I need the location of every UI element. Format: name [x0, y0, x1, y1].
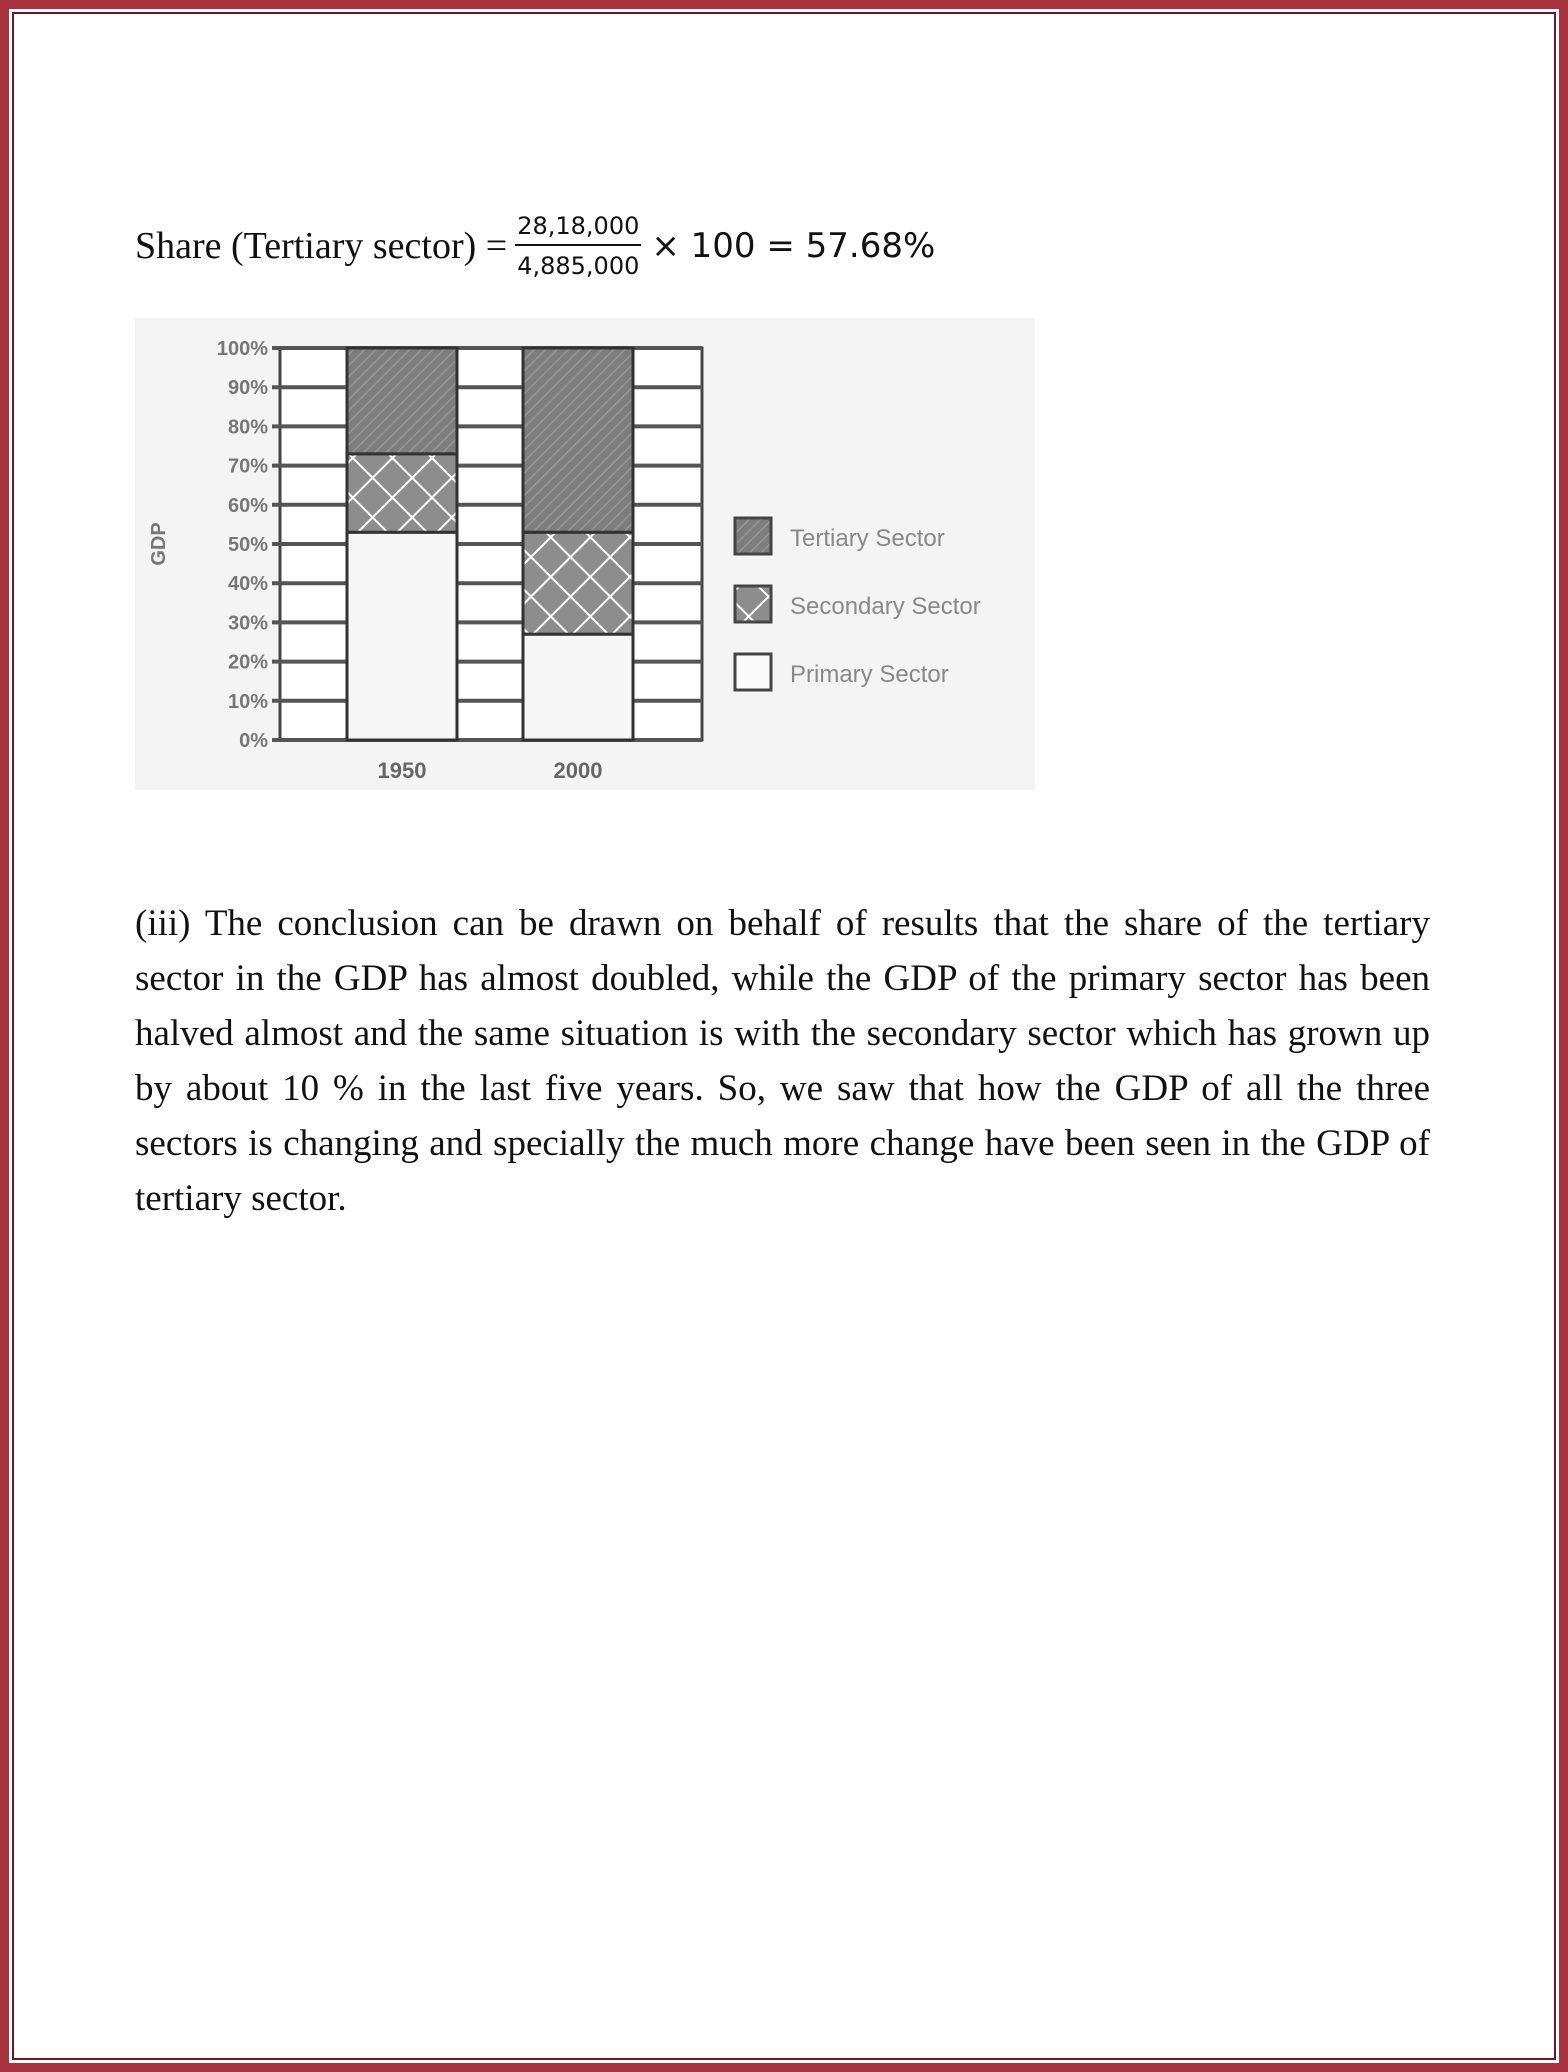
conclusion-paragraph: (iii) The conclusion can be drawn on behalf of results that the share of the tertiary sector in the GDP has almost doubled, while the GDP of the primary sector has been halved almost and the same situation is with the secondary sector which has grown up by about 10 % in the last five years. So, we saw that how the GDP of all the three sectors is changing and specially the much more change have been seen in the GDP of tertiary sector. — [135, 903, 1430, 1219]
gdp-sector-chart — [135, 318, 1035, 790]
legend-swatch — [735, 518, 771, 554]
chart-svg — [135, 318, 1035, 790]
x-tick-label: 2000 — [553, 758, 603, 783]
bar-segment-secondary-sector — [347, 454, 457, 532]
y-tick-label: 100% — [216, 338, 268, 360]
tertiary-share-formula — [135, 212, 935, 280]
y-tick-label: 90% — [227, 377, 268, 400]
legend-swatch — [735, 586, 771, 622]
legend-label: Tertiary Sector — [790, 525, 945, 552]
legend-swatch — [735, 654, 771, 690]
legend-label: Secondary Sector — [790, 593, 981, 620]
y-tick-label: 20% — [227, 651, 268, 674]
y-tick-label: 60% — [227, 494, 268, 517]
y-tick-label: 0% — [239, 730, 268, 752]
bar-segment-tertiary-sector — [523, 348, 633, 532]
fraction — [515, 212, 641, 280]
y-tick-label: 70% — [227, 455, 268, 478]
y-tick-label: 10% — [227, 690, 268, 713]
bar-segment-tertiary-sector — [347, 348, 457, 454]
y-axis-label: GDP — [148, 522, 170, 566]
y-tick-label: 30% — [227, 612, 268, 635]
x-tick-label: 1950 — [377, 758, 427, 783]
bar-segment-secondary-sector — [523, 532, 633, 634]
y-tick-label: 50% — [227, 534, 268, 556]
bar-segment-primary-sector — [347, 532, 457, 740]
bar-segment-primary-sector — [523, 634, 633, 740]
formula-result: × 100 = 57.68% — [651, 226, 936, 266]
y-tick-label: 80% — [227, 416, 268, 439]
legend-label: Primary Sector — [790, 661, 949, 688]
y-tick-label: 40% — [227, 573, 268, 596]
fraction-numerator: 28,18,000 — [515, 212, 641, 246]
formula-label: Share (Tertiary sector) = — [135, 225, 508, 267]
fraction-denominator: 4,885,000 — [517, 252, 640, 280]
